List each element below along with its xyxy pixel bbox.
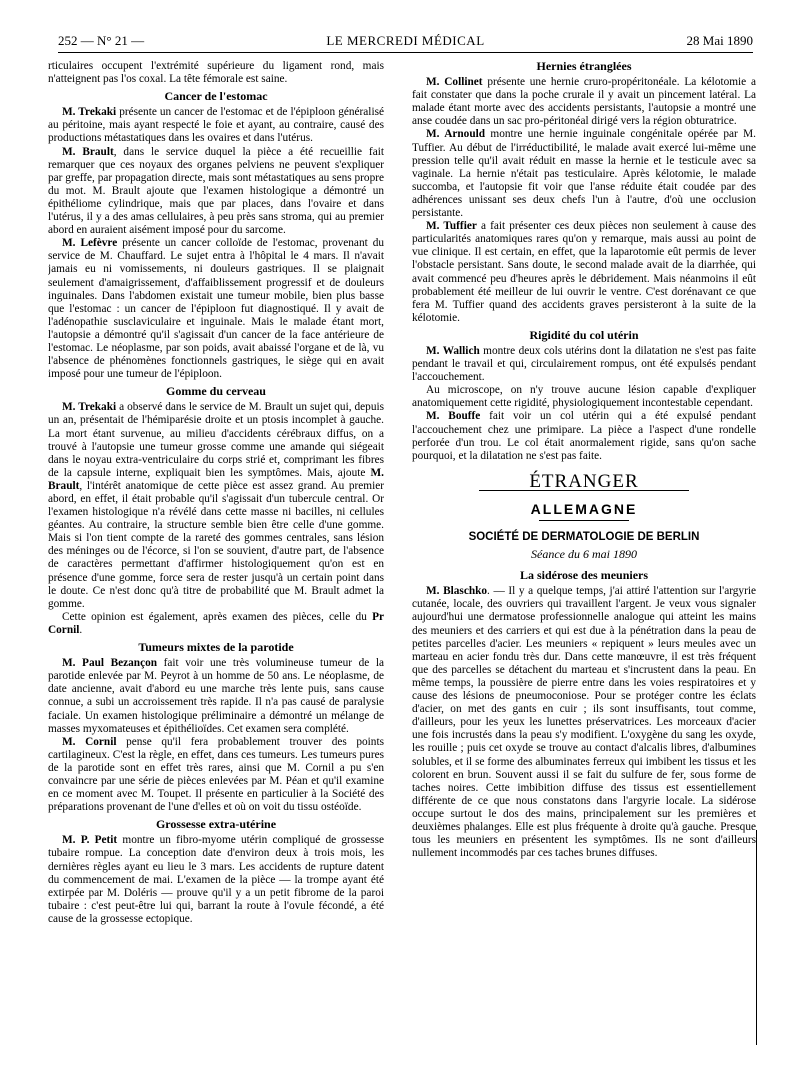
text-lefevre: présente un cancer colloïde de l'estomac, provenant du service de M. Chauffard. Le sujet entra à l'hôpital le 4 mars. Il n'avait jamais eu ni vomissements, ni douleurs gastriques. Il se plaignait seulement d'amaigrissement, d'affaiblissement progressif et de douleurs inguinales. Dans l'abdomen existait une tumeur mobile, bien plus basse que l'estomac : un cancer de l'épiploon fut diagnostiqué. Il y avait de l'adénopathie susclaviculaire et inguinale. Mais le malade étant mort, l'autopsie a démontré qu'il s'agissait d'un cancer de la face antérieure de l'estomac. Le néoplasme, par son poids, avait abaissé l'organe et de là, vu l'absence de phénomènes fonctionnels gastriques, le siège qui en avait imposé pour une tumeur de l'épiploon. (48, 237, 384, 381)
paragraph-blaschko (412, 585, 756, 860)
left-column (48, 60, 384, 1060)
speaker-blaschko: M. Blaschko (426, 585, 488, 598)
text-blaschko: . — Il y a quelque temps, j'ai attiré l'attention sur l'argyrie cutanée, locale, des ouvriers qui travaillent l'argent. Je veux vous signaler aujourd'hui une dermatose professionnelle analogue qui atteint les mains des meuniers et des carriers et qui est due à la pénétration dans la peau de petites parcelles d'acier. Les meuniers « repiquent » leurs meules avec un marteau en acier fondu très dur. Dans cette manœuvre, il est très fréquent que des parcelles se détachent du marteau et s'incrustent dans la peau. En même temps, la poussière de pierre entre dans les voies respiratoires et y cause des lésions de pneumoconiose. Pour se protéger contre les éclats d'acier, on met des gants en cuir ; ils sont insuffisants, tout comme, d'ailleurs, pour les yeux les lunettes préservatrices. Les morceaux d'acier une fois incrustés dans la peau s'y modifient. L'oxygène du sang les oxyde, les rouille ; puis cet oxyde se trouve au contact d'alcalis libres, d'albumines solubles, et il se forme des albuminates ferreux qui imbibent les tissus et les colorent en brun. Souvent aussi il se fait du sulfure de fer, sous forme de taches noires. Cette imbibition diffuse des tissus est essentiellement différente de ce que nous constatons dans l'argyrie locale. La sidérose occupe surtout le dos des mains, principalement sur les premières et deuxièmes phalanges. Elle est plus fréquente à droite qu'à gauche. Presque tous les meuniers en présentent les symptômes. Ils ne sont d'ailleurs nullement incommodés par ces taches brunes diffuses. (412, 585, 756, 860)
speaker-brault: M. Brault (62, 145, 114, 158)
text-trekaki-gomme-2: , l'intérêt anatomique de cette pièce est assez grand. Au premier abord, en effet, il était probable qu'il s'agissait d'un tubercule central. Or l'examen histologique n'a révélé dans cette masse ni bacilles, ni cellules géantes. Au contraire, la structure semble bien être celle d'une gomme. Mais si l'on tient compte de la rareté des gommes centrales, sans lésion des méninges ou de l'écorce, si l'on se souvient, d'autre part, de l'absence de caractères permettant d'affirmer histologiquement qu'on est en présence d'une gomme, force sera de rester jusqu'à un certain point dans le doute. Ce n'est donc qu'à titre de probabilité que M. Brault admet la gomme. (48, 479, 384, 610)
paragraph-collinet (412, 76, 756, 128)
page-header (58, 33, 753, 51)
paragraph-bouffe (412, 410, 756, 462)
paragraph-brault (48, 146, 384, 238)
text-trekaki-gomme: a observé dans le service de M. Brault un sujet qui, depuis un an, présentait de l'hémiparésie droite et un ptosis incomplet à gauche. La mort étant survenue, au milieu d'accidents cérébraux diffus, on a trouvé à l'autopsie une tumeur grosse comme une amande qui siégeait dans le noyau extra-ventriculaire du corps strié et, comprimant les fibres de la capsule interne, expliquait bien les symptômes. Mais, ajoute (48, 401, 384, 479)
heading-siderose: La sidérose des meuniers (519, 568, 649, 583)
society-name: SOCIÉTÉ DE DERMATOLOGIE DE BERLIN (468, 531, 700, 543)
section-etranger: ÉTRANGER (529, 470, 639, 492)
text-cornil-opinion-end: . (79, 623, 83, 636)
heading-grossesse: Grossesse extra-utérine (155, 817, 277, 832)
section-allemagne: ALLEMAGNE (530, 500, 638, 517)
text-arnould: montre une hernie inguinale congénitale opérée par M. Tuffier. Au début de l'irréductibilité, le malade avait exercé lui-même une pression telle qu'il avait réduit en masse la hernie et le testicule avec sa vaginale. La hernie n'était pas testiculaire. Après kélotomie, le malade succomba, et l'autopsie fit voir que l'anse réduite était coudée par des adhérences unissant ses deux chefs l'un à l'autre, d'où une occlusion persistante. (412, 128, 756, 220)
speaker-trekaki-2: M. Trekaki (62, 401, 117, 414)
heading-hernies: Hernies étranglées (536, 60, 632, 73)
paragraph-arnould (412, 128, 756, 220)
paragraph-cornil (48, 736, 384, 815)
speaker-arnould: M. Arnould (426, 128, 486, 141)
speaker-bouffe: M. Bouffe (426, 410, 481, 423)
right-column (412, 60, 756, 1060)
text-bezancon: fait voir une très volumineuse tumeur de la parotide enlevée par M. Peyrot à un homme de 50 ans. Le néoplasme, de date ancienne, avait d'abord eu une marche très lente puis, sans cause connue, a subi un accroissement très rapide. Il n'a pas causé de paralysie faciale. Un examen histologique préliminaire a démontré un mélange de masses myxomateuses et épithélioïdes. Cet examen sera complété. (48, 657, 384, 735)
speaker-wallich: M. Wallich (426, 344, 480, 357)
speaker-brault-2: M. Brault (48, 466, 384, 492)
speaker-lefevre: M. Lefèvre (62, 237, 118, 250)
paragraph-trekaki-cancer (48, 106, 384, 145)
text-cornil-opinion: Cette opinion est également, après examen des pièces, celle du (62, 610, 373, 623)
intro-paragraph: rticulaires occupent l'extrémité supérieure du ligament rond, mais n'atteignent pas l'os coxal. La tête fémorale est saine. (48, 60, 384, 86)
header-rule (58, 52, 753, 53)
speaker-collinet: M. Collinet (426, 76, 483, 89)
paragraph-petit (48, 834, 384, 926)
text-brault: , dans le service duquel la pièce a été recueillie fait remarquer que ces noyaux des organes pelviens ne peuvent s'expliquer par greffe, par propagation directe, mais sont métastatiques au sens propre du mot. M. Brault ajoute que l'examen histologique a démontré un épithéliome cylindrique, mais que par places, dans l'ovaire et dans l'utérus, il y a des amas cellulaires, à peu près sans stroma, qui au premier abord en auraient aisément imposé pour du sarcome. (48, 145, 384, 237)
speaker-pr-cornil: Pr Cornil (48, 610, 384, 636)
paragraph-trekaki-gomme (48, 401, 384, 611)
paragraph-wallich-2: Au microscope, on n'y trouve aucune lésion capable d'expliquer anatomiquement cette rigidité, physiologiquement incontestable cependant. (412, 384, 756, 410)
text-collinet: présente une hernie cruro-propéritonéale. La kélotomie a fait constater que dans la poche crurale il y avait un pincement latéral. La malade étant morte avec des accidents persistants, l'autopsie a montré une anse coudée dans un sac pro-péritonéal dirigé vers la région obturatrice. (412, 76, 756, 128)
speaker-tuffier: M. Tuffier (426, 220, 477, 233)
speaker-trekaki: M. Trekaki (62, 106, 117, 119)
text-trekaki-cancer: présente un cancer de l'estomac et de l'épiploon généralisé au péritoine, mais ayant respecté le foie et ayant, au contraire, causé des productions métastatiques dans les ovaires et dans l'utérus. (48, 106, 384, 145)
allemagne-rule (539, 520, 629, 521)
paragraph-wallich (412, 345, 756, 384)
text-tuffier: a fait présenter ces deux pièces non seulement à cause des particularités anatomiques rares qu'on y remarque, mais aussi au point de vue clinique. Il est certain, en effet, que la laparotomie eût permis de lever l'obstacle persistant. Sans doute, le second malade avait de la diarrhée, qui avait commencé peu d'heures après le débridement. Mais néanmoins il eût probablement été meilleur de lui ouvrir le ventre. C'est dorénavant ce que fera M. Tuffier quand des accidents graves persisteront à la suite de la kélotomie. (412, 220, 756, 324)
issue-date: 28 Mai 1890 (686, 33, 753, 48)
paragraph-lefevre (48, 237, 384, 381)
heading-cancer-estomac: Cancer de l'estomac (164, 89, 268, 104)
speaker-bezancon: M. Paul Bezançon (62, 657, 158, 670)
text-wallich: montre deux cols utérins dont la dilatation ne s'est pas faite pendant le travail et qui, circulairement rompus, ont été expulsés pendant l'accouchement. (412, 344, 756, 384)
heading-rigidite: Rigidité du col utérin (529, 327, 639, 342)
speaker-petit: M. P. Petit (62, 834, 118, 847)
journal-title: LE MERCREDI MÉDICAL (326, 33, 485, 48)
speaker-cornil: M. Cornil (62, 735, 117, 748)
heading-gomme-cerveau: Gomme du cerveau (166, 384, 266, 399)
heading-tumeurs-parotide: Tumeurs mixtes de la parotide (138, 640, 294, 655)
text-bouffe: fait voir un col utérin qui a été expulsé pendant l'accouchement chez une primipare. La pièce a l'aspect d'une rondelle perforée d'un trou. Le col était anormalement rigide, sans qu'on sache pourquoi, et la dilatation ne s'est pas faite. (412, 410, 756, 462)
session-date: Séance du 6 mai 1890 (531, 547, 637, 562)
paragraph-bezancon (48, 657, 384, 736)
text-cornil: pense qu'il fera probablement trouver des points cartilagineux. C'est la règle, en effet, dans ces tumeurs. Les tumeurs pures de la parotide sont en effet très rares, ainsi que M. Cornil a pu s'en convaincre par une série de pièces enlevées par M. Péan et qu'il examine en ce moment avec M. Toupet. Il présente en particulier à la Société des préparations provenant de l'une d'elles et où on voit du tissu ostéoïde. (48, 735, 384, 814)
page-number: 252 — N° 21 — (58, 33, 145, 48)
text-petit: montre un fibro-myome utérin compliqué de grossesse tubaire rompue. La conception date d'environ deux à trois mois, les dernières règles ayant eu lieu le 3 mars. Les accidents de rupture datent du commencement de mai. L'examen de la pièce — la trompe ayant été extirpée par M. Doléris — prouve qu'il y a un petit fibrome de la paroi tubaire : c'est peut-être lui qui, barrant la route à l'ovule fécondé, a été cause de la grossesse ectopique. (48, 834, 384, 925)
margin-rule (756, 830, 757, 1045)
paragraph-tuffier (412, 220, 756, 325)
paragraph-cornil-opinion (48, 611, 384, 637)
